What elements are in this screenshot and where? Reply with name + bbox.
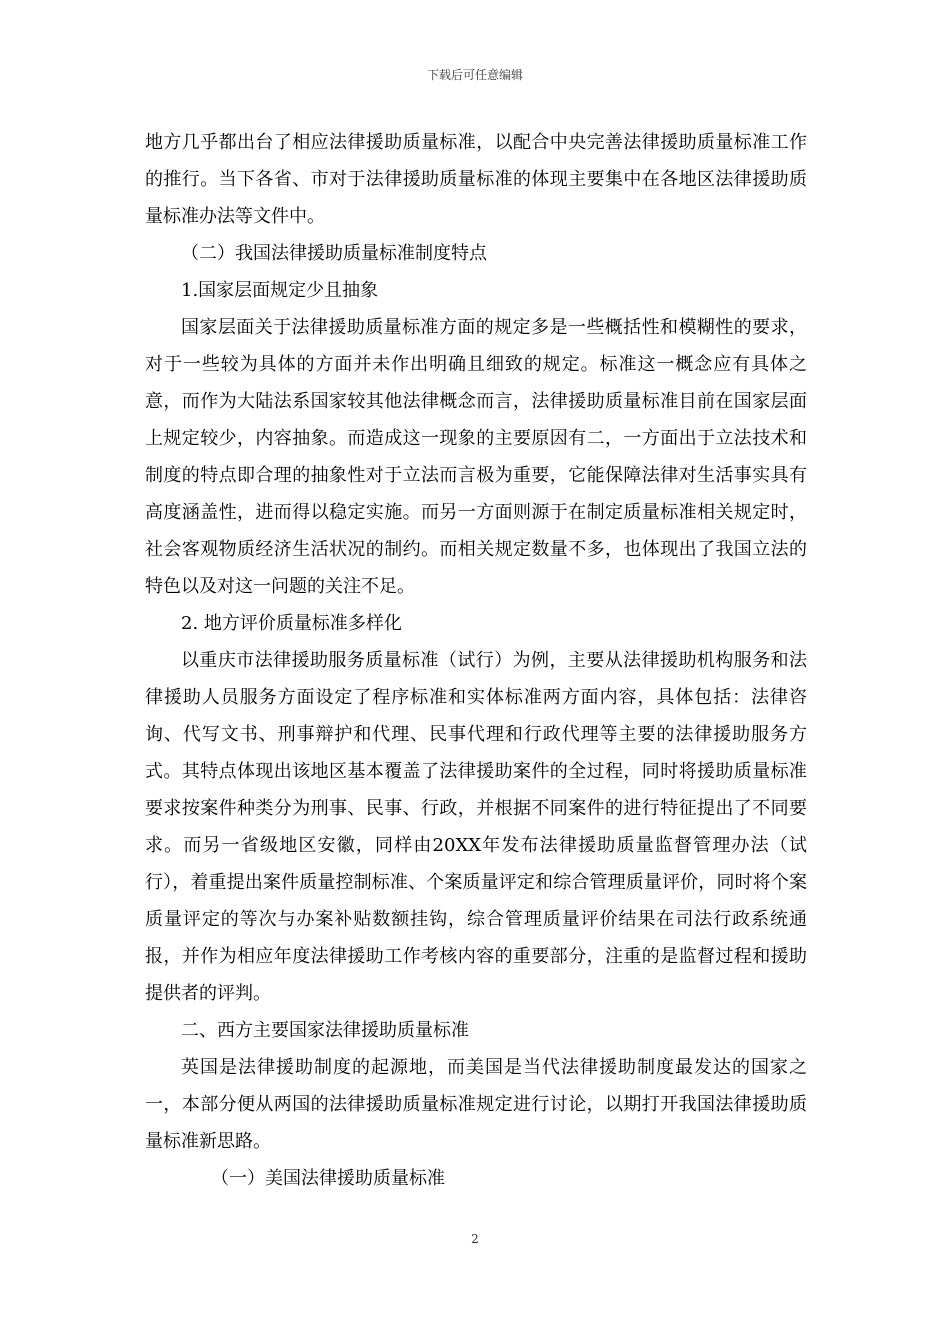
body-text xyxy=(145,124,807,1197)
subsection-heading: 1.国家层面规定少且抽象 xyxy=(181,280,379,301)
paragraph: 国家层面关于法律援助质量标准方面的规定多是一些概括性和模糊性的要求，对于一些较为具体的方面并未作出明确且细致的规定。标准这一概念应有具体之意，而作为大陆法系国家较其他法律概念而言，法律援助质量标准目前在国家层面上规定较少，内容抽象。而造成这一现象的主要原因有二，一方面出于立法技术和制度的特点即合理的抽象性对于立法而言极为重要，它能保障法律对生活事实具有高度涵盖性，进而得以稳定实施。而另一方面则源于在制定质量标准相关规定时，社会客观物质经济生活状况的制约。而相关规定数量不多，也体现出了我国立法的特色以及对这一问题的关注不足。 xyxy=(145,317,807,597)
page-number: 2 xyxy=(471,1232,479,1246)
chapter-heading: 二、西方主要国家法律援助质量标准 xyxy=(181,1020,469,1041)
paragraph-continuation: 地方几乎都出台了相应法律援助质量标准，以配合中央完善法律援助质量标准工作的推行。当下各省、市对于法律援助质量标准的体现主要集中在各地区法律援助质量标准办法等文件中。 xyxy=(145,132,807,227)
page-header: 下载后可任意编辑 xyxy=(426,68,523,82)
section-heading: （一）美国法律援助质量标准 xyxy=(211,1168,445,1189)
paragraph: 以重庆市法律援助服务质量标准（试行）为例，主要从法律援助机构服务和法律援助人员服务方面设定了程序标准和实体标准两方面内容，具体包括：法律咨询、代写文书、刑事辩护和代理、民事代理和行政代理等主要的法律援助服务方式。其特点体现出该地区基本覆盖了法律援助案件的全过程，同时将援助质量标准要求按案件种类分为刑事、民事、行政，并根据不同案件的进行特征提出了不同要求。而另一省级地区安徽，同样由20XX年发布法律援助质量监督管理办法（试行），着重提出案件质量控制标准、个案质量评定和综合管理质量评价，同时将个案质量评定的等次与办案补贴数额挂钩，综合管理质量评价结果在司法行政系统通报，并作为相应年度法律援助工作考核内容的重要部分，注重的是监督过程和援助提供者的评判。 xyxy=(145,650,807,1004)
subsection-heading: 2. 地方评价质量标准多样化 xyxy=(181,613,402,634)
paragraph: 英国是法律援助制度的起源地，而美国是当代法律援助制度最发达的国家之一，本部分便从两国的法律援助质量标准规定进行讨论，以期打开我国法律援助质量标准新思路。 xyxy=(145,1057,807,1152)
section-heading: （二）我国法律援助质量标准制度特点 xyxy=(181,243,487,264)
